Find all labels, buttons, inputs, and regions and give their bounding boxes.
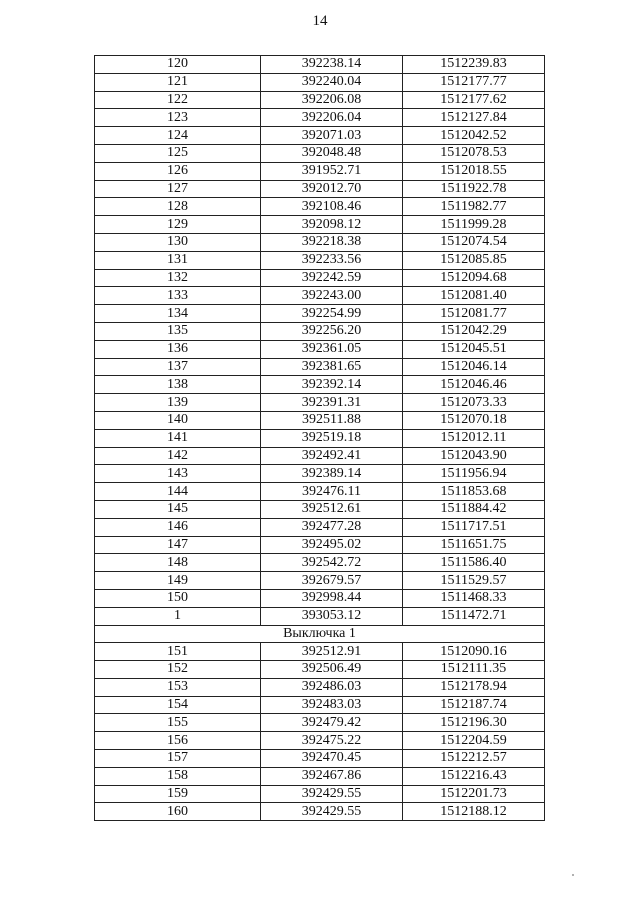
y-coordinate-cell: 1511651.75 [403, 536, 545, 554]
point-number-cell: 138 [95, 376, 261, 394]
y-coordinate-cell: 1512042.29 [403, 322, 545, 340]
x-coordinate-cell: 392467.86 [261, 767, 403, 785]
table-row [95, 305, 545, 323]
point-number-cell: 148 [95, 554, 261, 572]
point-number-cell: 153 [95, 678, 261, 696]
table-row [95, 589, 545, 607]
point-number-cell: 144 [95, 483, 261, 501]
table-row [95, 411, 545, 429]
x-coordinate-cell: 392233.56 [261, 251, 403, 269]
y-coordinate-cell: 1512042.52 [403, 127, 545, 145]
table-row [95, 696, 545, 714]
x-coordinate-cell: 392475.22 [261, 732, 403, 750]
point-number-cell: 143 [95, 465, 261, 483]
table-row [95, 73, 545, 91]
section-title: Выключка 1 [95, 625, 545, 643]
y-coordinate-cell: 1512196.30 [403, 714, 545, 732]
y-coordinate-cell: 1512177.77 [403, 73, 545, 91]
y-coordinate-cell: 1512012.11 [403, 429, 545, 447]
point-number-cell: 134 [95, 305, 261, 323]
x-coordinate-cell: 392206.04 [261, 109, 403, 127]
y-coordinate-cell: 1512216.43 [403, 767, 545, 785]
point-number-cell: 154 [95, 696, 261, 714]
x-coordinate-cell: 392012.70 [261, 180, 403, 198]
point-number-cell: 160 [95, 803, 261, 821]
table-row [95, 607, 545, 625]
table-row [95, 340, 545, 358]
y-coordinate-cell: 1512187.74 [403, 696, 545, 714]
point-number-cell: 149 [95, 572, 261, 590]
table-row [95, 233, 545, 251]
y-coordinate-cell: 1511717.51 [403, 518, 545, 536]
x-coordinate-cell: 392392.14 [261, 376, 403, 394]
table-row [95, 358, 545, 376]
table-row [95, 554, 545, 572]
y-coordinate-cell: 1512127.84 [403, 109, 545, 127]
y-coordinate-cell: 1512085.85 [403, 251, 545, 269]
table-row [95, 483, 545, 501]
coordinates-table-part-2 [95, 643, 545, 821]
y-coordinate-cell: 1512081.77 [403, 305, 545, 323]
x-coordinate-cell: 392429.55 [261, 785, 403, 803]
table-row [95, 109, 545, 127]
point-number-cell: 132 [95, 269, 261, 287]
table-row [95, 127, 545, 145]
point-number-cell: 152 [95, 661, 261, 679]
y-coordinate-cell: 1512111.35 [403, 661, 545, 679]
point-number-cell: 122 [95, 91, 261, 109]
y-coordinate-cell: 1512018.55 [403, 162, 545, 180]
x-coordinate-cell: 392108.46 [261, 198, 403, 216]
table-row [95, 714, 545, 732]
y-coordinate-cell: 1512090.16 [403, 643, 545, 661]
y-coordinate-cell: 1511853.68 [403, 483, 545, 501]
table-row [95, 144, 545, 162]
y-coordinate-cell: 1511884.42 [403, 500, 545, 518]
table-row [95, 394, 545, 412]
x-coordinate-cell: 392477.28 [261, 518, 403, 536]
x-coordinate-cell: 392998.44 [261, 589, 403, 607]
table-row [95, 376, 545, 394]
x-coordinate-cell: 392240.04 [261, 73, 403, 91]
x-coordinate-cell: 392381.65 [261, 358, 403, 376]
table-row [95, 198, 545, 216]
y-coordinate-cell: 1512177.62 [403, 91, 545, 109]
y-coordinate-cell: 1512212.57 [403, 750, 545, 768]
x-coordinate-cell: 392483.03 [261, 696, 403, 714]
y-coordinate-cell: 1512045.51 [403, 340, 545, 358]
x-coordinate-cell: 392071.03 [261, 127, 403, 145]
point-number-cell: 158 [95, 767, 261, 785]
x-coordinate-cell: 392679.57 [261, 572, 403, 590]
point-number-cell: 151 [95, 643, 261, 661]
point-number-cell: 146 [95, 518, 261, 536]
x-coordinate-cell: 391952.71 [261, 162, 403, 180]
point-number-cell: 155 [95, 714, 261, 732]
y-coordinate-cell: 1512081.40 [403, 287, 545, 305]
x-coordinate-cell: 392506.49 [261, 661, 403, 679]
x-coordinate-cell: 392391.31 [261, 394, 403, 412]
point-number-cell: 126 [95, 162, 261, 180]
x-coordinate-cell: 392519.18 [261, 429, 403, 447]
point-number-cell: 139 [95, 394, 261, 412]
x-coordinate-cell: 392389.14 [261, 465, 403, 483]
table-row [95, 767, 545, 785]
y-coordinate-cell: 1512046.14 [403, 358, 545, 376]
y-coordinate-cell: 1511922.78 [403, 180, 545, 198]
x-coordinate-cell: 392511.88 [261, 411, 403, 429]
y-coordinate-cell: 1512078.53 [403, 144, 545, 162]
point-number-cell: 137 [95, 358, 261, 376]
x-coordinate-cell: 392542.72 [261, 554, 403, 572]
table-row [95, 500, 545, 518]
point-number-cell: 141 [95, 429, 261, 447]
table-row [95, 251, 545, 269]
y-coordinate-cell: 1512204.59 [403, 732, 545, 750]
x-coordinate-cell: 392495.02 [261, 536, 403, 554]
point-number-cell: 124 [95, 127, 261, 145]
x-coordinate-cell: 392048.48 [261, 144, 403, 162]
point-number-cell: 150 [95, 589, 261, 607]
x-coordinate-cell: 392206.08 [261, 91, 403, 109]
x-coordinate-cell: 392492.41 [261, 447, 403, 465]
x-coordinate-cell: 392512.61 [261, 500, 403, 518]
y-coordinate-cell: 1512188.12 [403, 803, 545, 821]
x-coordinate-cell: 392486.03 [261, 678, 403, 696]
table-row [95, 732, 545, 750]
coordinates-table-part-1 [95, 56, 545, 626]
table-row [95, 750, 545, 768]
page-number: 14 [312, 13, 328, 29]
y-coordinate-cell: 1512178.94 [403, 678, 545, 696]
point-number-cell: 123 [95, 109, 261, 127]
table-row [95, 465, 545, 483]
y-coordinate-cell: 1512074.54 [403, 233, 545, 251]
point-number-cell: 121 [95, 73, 261, 91]
coordinates-table [94, 55, 545, 821]
point-number-cell: 120 [95, 56, 261, 74]
table-row [95, 536, 545, 554]
table-row [95, 322, 545, 340]
point-number-cell: 127 [95, 180, 261, 198]
point-number-cell: 140 [95, 411, 261, 429]
table-row [95, 661, 545, 679]
table-row [95, 572, 545, 590]
table-row [95, 91, 545, 109]
table-row [95, 518, 545, 536]
point-number-cell: 142 [95, 447, 261, 465]
y-coordinate-cell: 1512070.18 [403, 411, 545, 429]
table-row [95, 269, 545, 287]
y-coordinate-cell: 1512043.90 [403, 447, 545, 465]
x-coordinate-cell: 392243.00 [261, 287, 403, 305]
table-row [95, 162, 545, 180]
point-number-cell: 133 [95, 287, 261, 305]
x-coordinate-cell: 392256.20 [261, 322, 403, 340]
table-row [95, 287, 545, 305]
point-number-cell: 129 [95, 216, 261, 234]
point-number-cell: 130 [95, 233, 261, 251]
x-coordinate-cell: 392429.55 [261, 803, 403, 821]
point-number-cell: 159 [95, 785, 261, 803]
y-coordinate-cell: 1512239.83 [403, 56, 545, 74]
y-coordinate-cell: 1511586.40 [403, 554, 545, 572]
y-coordinate-cell: 1511982.77 [403, 198, 545, 216]
section-header-row [95, 625, 545, 643]
x-coordinate-cell: 392361.05 [261, 340, 403, 358]
point-number-cell: 125 [95, 144, 261, 162]
y-coordinate-cell: 1511472.71 [403, 607, 545, 625]
point-number-cell: 1 [95, 607, 261, 625]
point-number-cell: 147 [95, 536, 261, 554]
table-row [95, 678, 545, 696]
point-number-cell: 156 [95, 732, 261, 750]
x-coordinate-cell: 392470.45 [261, 750, 403, 768]
x-coordinate-cell: 392476.11 [261, 483, 403, 501]
x-coordinate-cell: 392242.59 [261, 269, 403, 287]
point-number-cell: 157 [95, 750, 261, 768]
x-coordinate-cell: 392098.12 [261, 216, 403, 234]
table-row [95, 447, 545, 465]
y-coordinate-cell: 1512201.73 [403, 785, 545, 803]
point-number-cell: 131 [95, 251, 261, 269]
point-number-cell: 135 [95, 322, 261, 340]
table-row [95, 429, 545, 447]
y-coordinate-cell: 1512094.68 [403, 269, 545, 287]
y-coordinate-cell: 1511999.28 [403, 216, 545, 234]
section-header-group [95, 625, 545, 643]
table-row [95, 643, 545, 661]
point-number-cell: 128 [95, 198, 261, 216]
y-coordinate-cell: 1511468.33 [403, 589, 545, 607]
x-coordinate-cell: 392512.91 [261, 643, 403, 661]
x-coordinate-cell: 392254.99 [261, 305, 403, 323]
table-row [95, 803, 545, 821]
y-coordinate-cell: 1511956.94 [403, 465, 545, 483]
point-number-cell: 136 [95, 340, 261, 358]
x-coordinate-cell: 392479.42 [261, 714, 403, 732]
x-coordinate-cell: 392238.14 [261, 56, 403, 74]
table-row [95, 216, 545, 234]
table-row [95, 785, 545, 803]
point-number-cell: 145 [95, 500, 261, 518]
y-coordinate-cell: 1511529.57 [403, 572, 545, 590]
table-row [95, 180, 545, 198]
x-coordinate-cell: 392218.38 [261, 233, 403, 251]
y-coordinate-cell: 1512046.46 [403, 376, 545, 394]
table-row [95, 56, 545, 74]
x-coordinate-cell: 393053.12 [261, 607, 403, 625]
scan-speck [572, 874, 574, 876]
y-coordinate-cell: 1512073.33 [403, 394, 545, 412]
